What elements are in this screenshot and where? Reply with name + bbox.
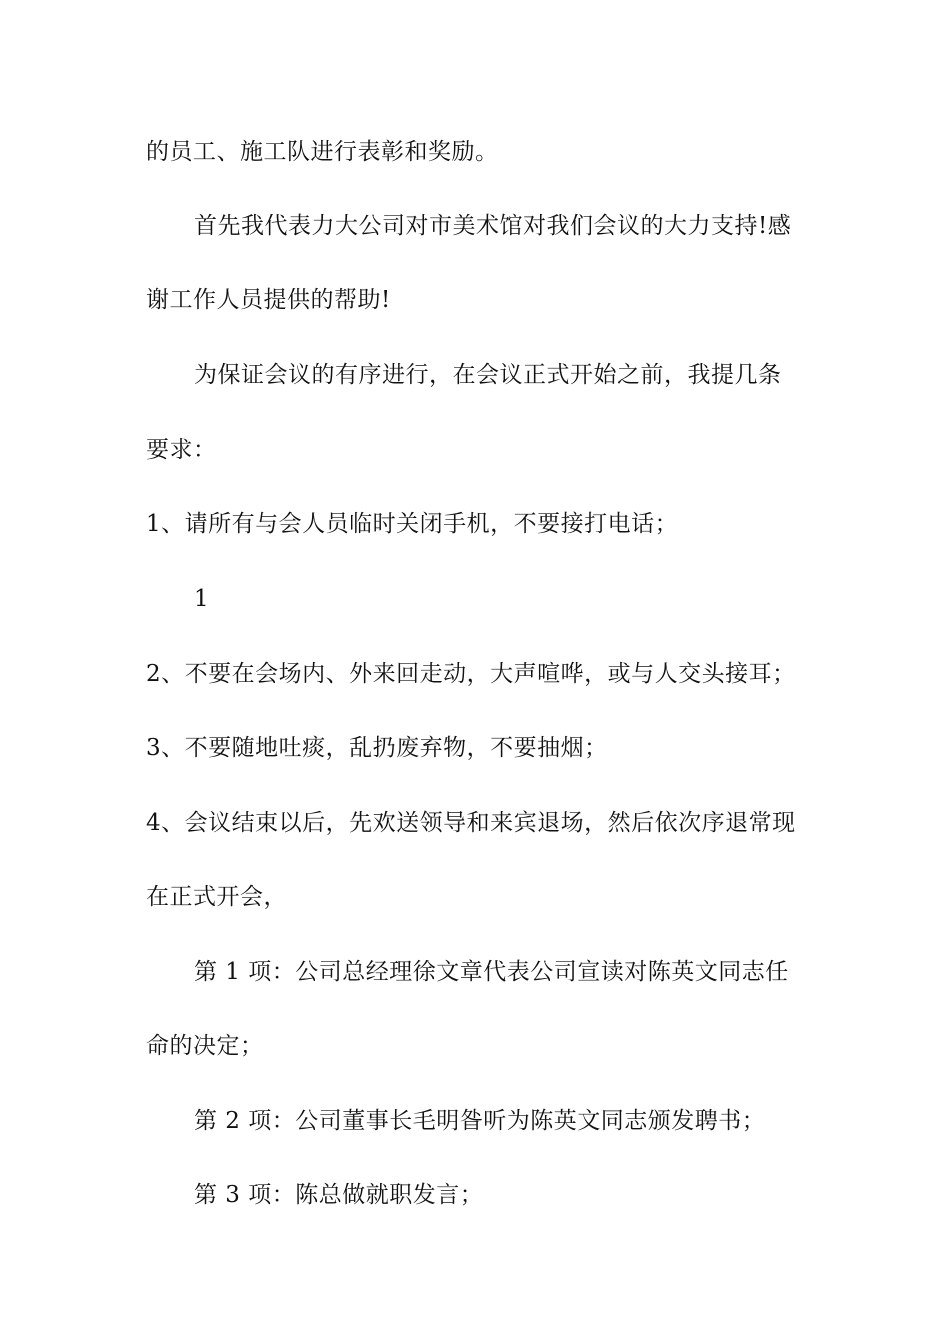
paragraph-line-1: 的员工、施工队进行表彰和奖励。 [146,139,499,165]
list-item-4: 4、会议结束以后，先欢送领导和来宾退场，然后依次序退常现 [146,810,796,836]
paragraph-line-6: 在正式开会， [146,884,287,910]
paragraph-line-3: 谢工作人员提供的帮助! [146,287,391,313]
agenda-item-3: 第 3 项：陈总做就职发言； [194,1182,484,1208]
list-item-2: 2、不要在会场内、外来回走动，大声喧哗，或与人交头接耳； [146,661,796,687]
paragraph-line-2: 首先我代表力大公司对市美术馆对我们会议的大力支持!感 [194,213,792,239]
list-item-3: 3、不要随地吐痰，乱扔废弃物，不要抽烟； [146,735,608,761]
agenda-item-2: 第 2 项：公司董事长毛明昝听为陈英文同志颁发聘书； [194,1108,766,1134]
agenda-item-1: 第 1 项：公司总经理徐文章代表公司宣读对陈英文同志任 [194,959,789,985]
page-number: 1 [194,586,210,612]
agenda-item-1-cont: 命的决定； [146,1033,264,1059]
paragraph-line-4: 为保证会议的有序进行，在会议正式开始之前，我提几条 [194,362,782,388]
list-item-1: 1、请所有与会人员临时关闭手机，不要接打电话； [146,511,679,537]
paragraph-line-5: 要求： [146,437,217,463]
